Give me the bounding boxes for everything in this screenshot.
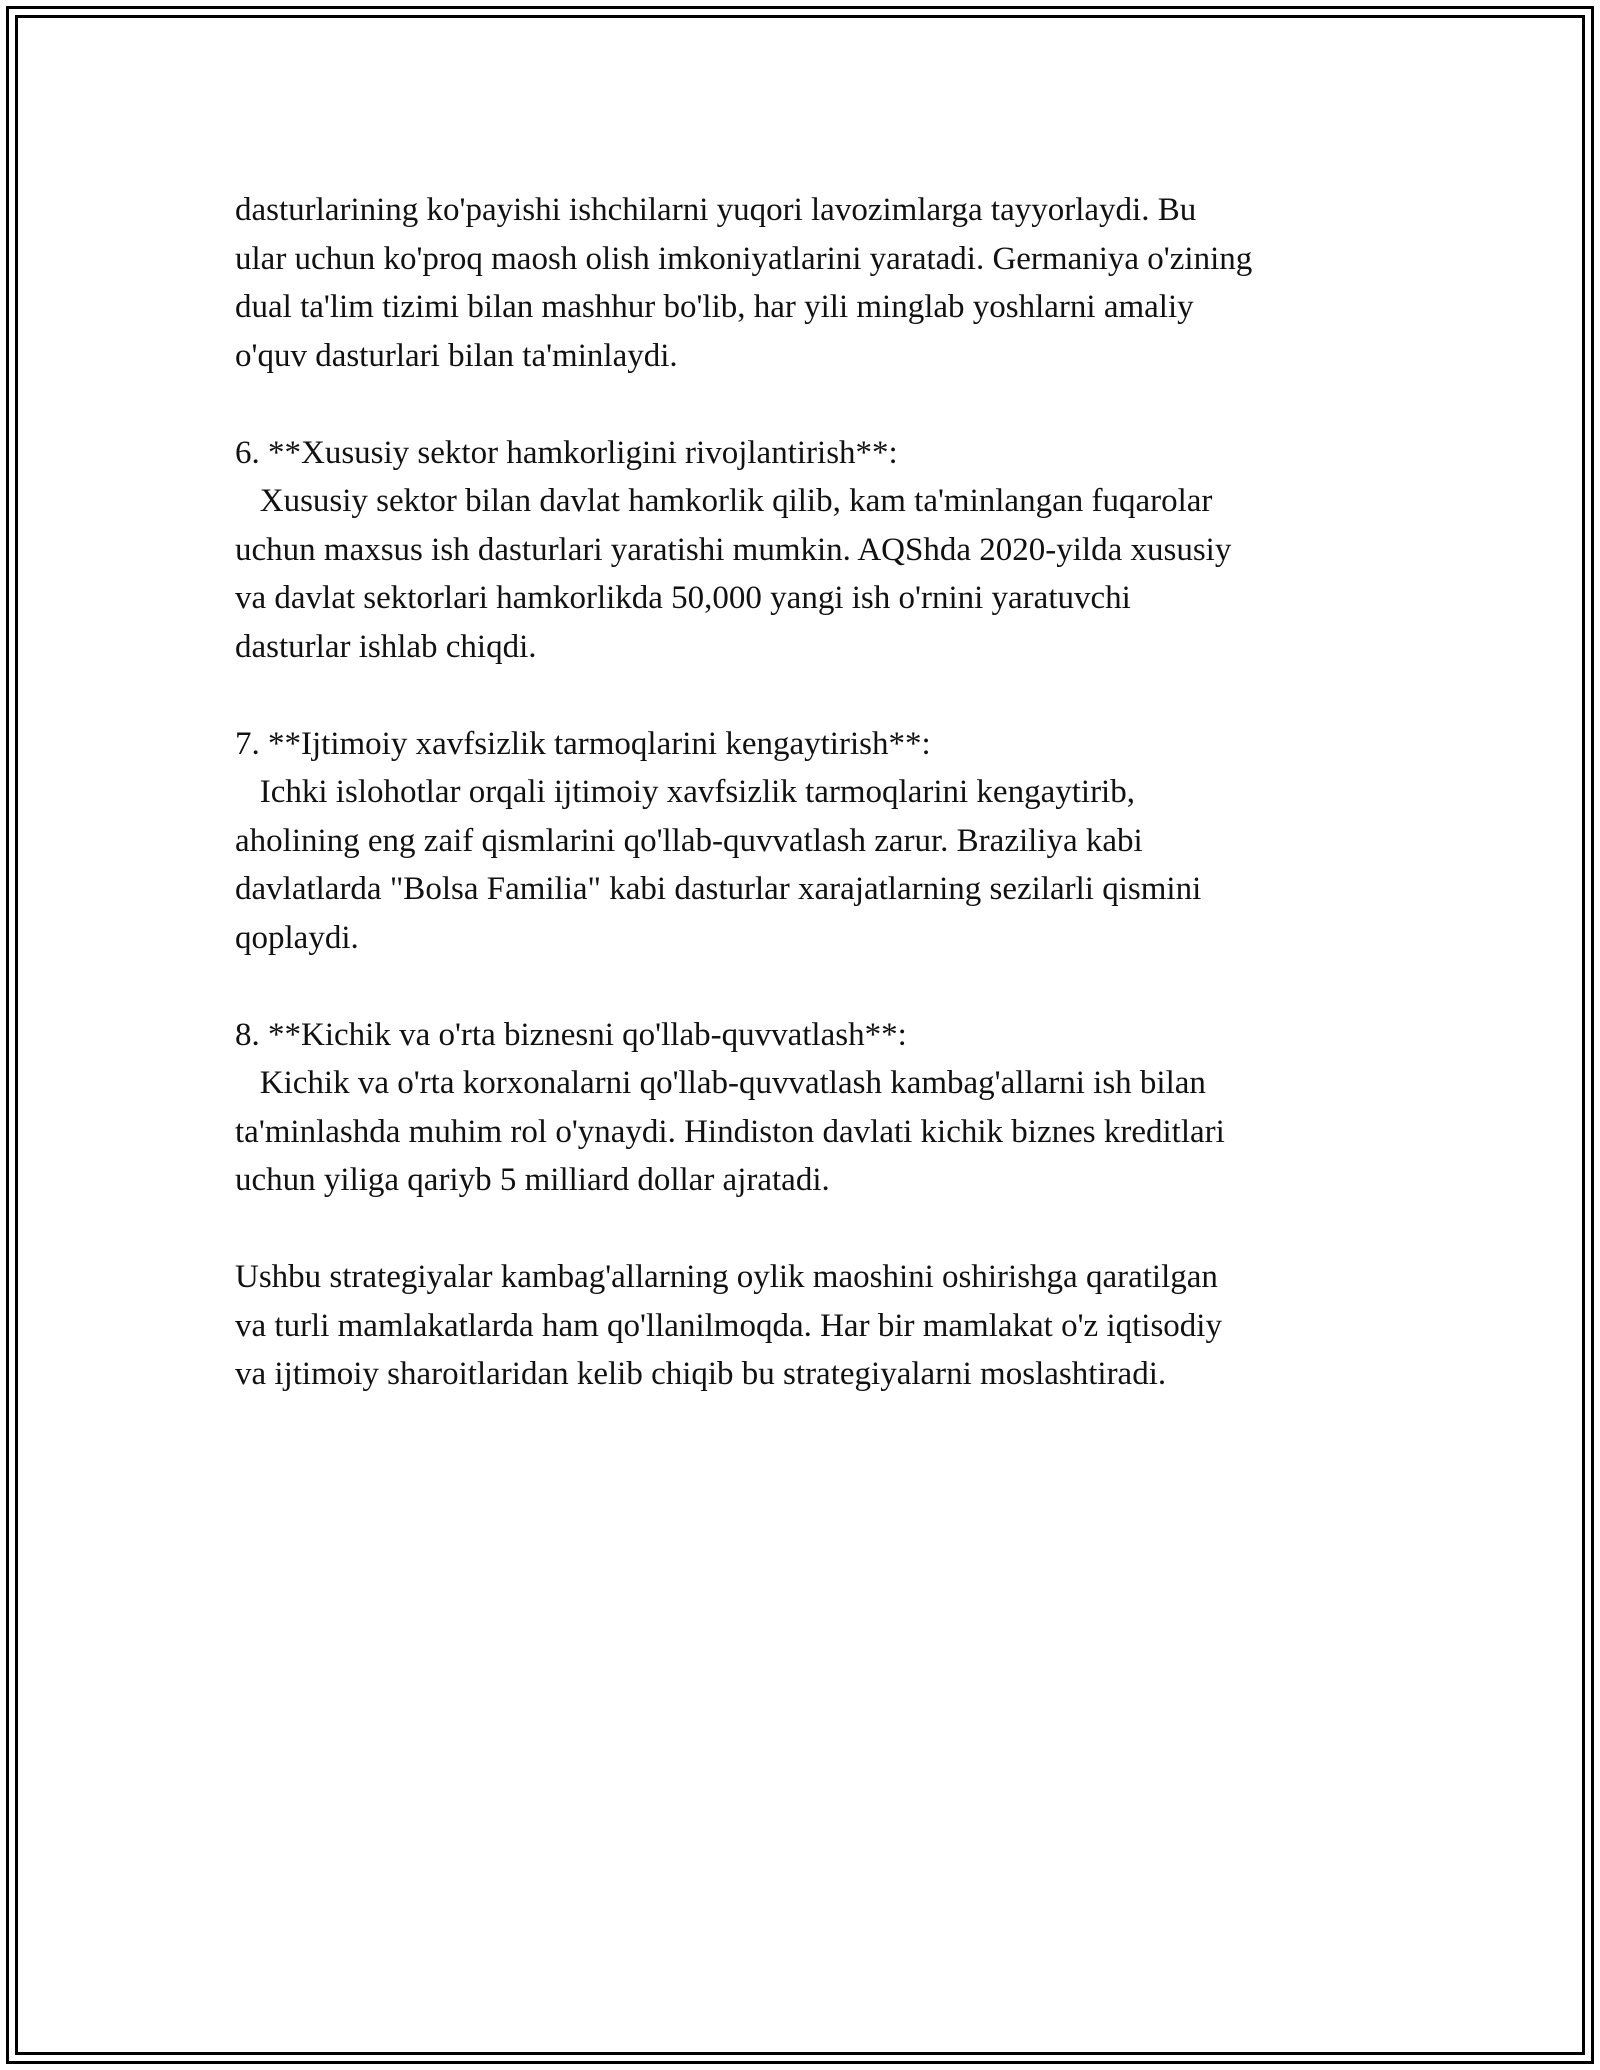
- document-body: [235, 186, 1385, 1399]
- text-line: davlatlarda "Bolsa Familia" kabi dasturlar xarajatlarning sezilarli qismini: [235, 871, 1202, 907]
- paragraph-spacer: [235, 380, 1385, 429]
- text-line: Kichik va o'rta korxonalarni qo'llab-quvvatlash kambag'allarni ish bilan: [235, 1065, 1206, 1101]
- section-7: [235, 720, 1385, 963]
- paragraph-spacer: [235, 671, 1385, 720]
- text-line: va davlat sektorlari hamkorlikda 50,000 yangi ish o'rnini yaratuvchi: [235, 580, 1131, 616]
- text-line: o'quv dasturlari bilan ta'minlaydi.: [235, 337, 678, 374]
- section-heading: 8. **Kichik va o'rta biznesni qo'llab-quvvatlash**:: [235, 1016, 907, 1053]
- section-heading: 7. **Ijtimoiy xavfsizlik tarmoqlarini kengaytirish**:: [235, 725, 931, 762]
- text-line: qoplaydi.: [235, 919, 359, 956]
- conclusion-paragraph: [235, 1253, 1385, 1399]
- text-line: Ushbu strategiyalar kambag'allarning oylik maoshini oshirishga qaratilgan: [235, 1259, 1218, 1295]
- text-line: Ichki islohotlar orqali ijtimoiy xavfsizlik tarmoqlarini kengaytirib,: [235, 774, 1135, 810]
- section-heading: 6. **Xususiy sektor hamkorligini rivojlantirish**:: [235, 434, 898, 471]
- text-line: dual ta'lim tizimi bilan mashhur bo'lib, har yili minglab yoshlarni amaliy: [235, 289, 1194, 325]
- paragraph-spacer: [235, 962, 1385, 1011]
- intro-paragraph: [235, 186, 1385, 380]
- text-line: uchun maxsus ish dasturlari yaratishi mumkin. AQShda 2020-yilda xususiy: [235, 531, 1232, 568]
- text-line: aholining eng zaif qismlarini qo'llab-quvvatlash zarur. Braziliya kabi: [235, 822, 1143, 859]
- text-line: ular uchun ko'proq maosh olish imkoniyatlarini yaratadi. Germaniya o'zining: [235, 240, 1253, 277]
- text-line: dasturlar ishlab chiqdi.: [235, 628, 537, 665]
- section-8: [235, 1011, 1385, 1205]
- paragraph-spacer: [235, 1205, 1385, 1254]
- text-line: dasturlarining ko'payishi ishchilarni yuqori lavozimlarga tayyorlaydi. Bu: [235, 192, 1197, 228]
- text-line: va turli mamlakatlarda ham qo'llanilmoqda. Har bir mamlakat o'z iqtisodiy: [235, 1307, 1222, 1344]
- section-6: [235, 429, 1385, 672]
- text-line: uchun yiliga qariyb 5 milliard dollar ajratadi.: [235, 1162, 830, 1198]
- text-line: ta'minlashda muhim rol o'ynaydi. Hindiston davlati kichik biznes kreditlari: [235, 1113, 1225, 1150]
- text-line: Xususiy sektor bilan davlat hamkorlik qilib, kam ta'minlangan fuqarolar: [235, 483, 1213, 519]
- text-line: va ijtimoiy sharoitlaridan kelib chiqib bu strategiyalarni moslashtiradi.: [235, 1356, 1167, 1392]
